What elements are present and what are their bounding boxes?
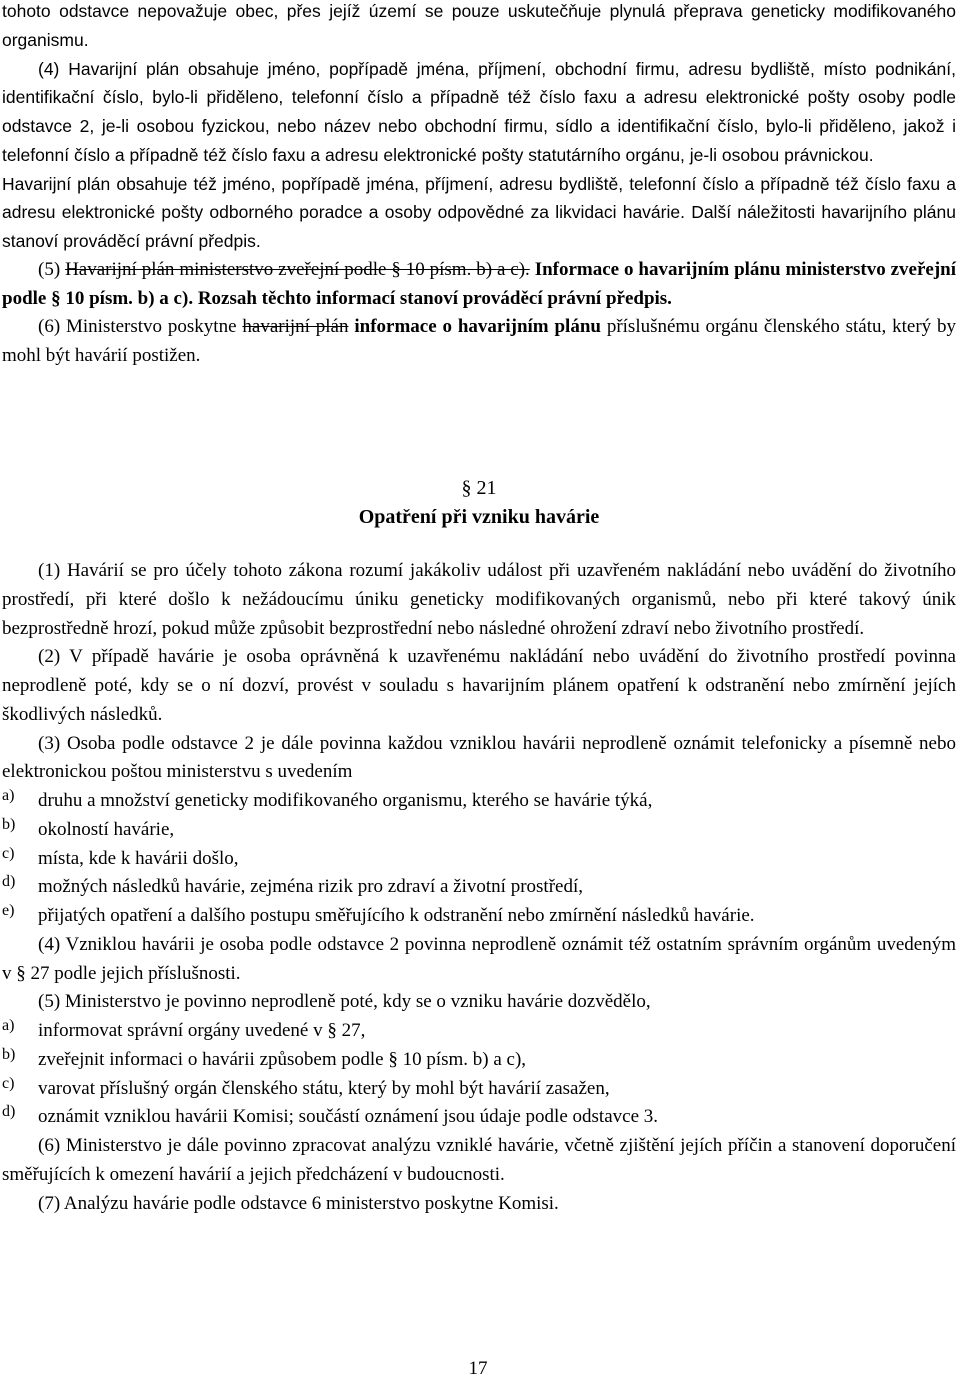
- struck-text: Havarijní plán ministerstvo zveřejní podle § 10 písm. b) a c).: [65, 258, 530, 280]
- list-item: d) možných následků havárie, zejména rizik pro zdraví a životní prostředí,: [2, 873, 583, 898]
- list-item: c) varovat příslušný orgán členského státu, který by mohl být havárií zasažen,: [2, 1074, 610, 1099]
- list-item: a) informovat správní orgány uvedené v § 27,: [2, 1017, 366, 1041]
- subsection-5-list: [2, 1017, 956, 1132]
- paragraph-3-end: tohoto odstavce nepovažuje obec, přes jejíž území se pouze uskutečňuje plynulá přeprava geneticky modifikovaného organismu.: [2, 1, 956, 50]
- subsection-3: (3) Osoba podle odstavce 2 je dále povinna každou vzniklou havárii neprodleně oznámit telefonicky a písemně nebo elektronickou poštou ministerstvu s uvedením: [2, 732, 956, 783]
- struck-text: havarijní plán: [242, 316, 349, 338]
- subsection-6: (6) Ministerstvo je dále povinno zpracovat analýzu vzniklé havárie, včetně zjištění jejích příčin a stanovení doporučení směřujících k omezení havárií a jejich předcházení v budoucnosti.: [2, 1135, 956, 1185]
- section-number: § 21: [461, 477, 497, 499]
- paragraph-5: (5) Havarijní plán ministerstvo zveřejní podle § 10 písm. b) a c). Informace o havarijním plánu ministerstvo zveřejní podle § 10 písm. b) a c). Rozsah těchto informací stanoví prováděcí právní předpis.: [2, 258, 957, 309]
- list-item: e) přijatých opatření a dalšího postupu směřujícího k odstranění nebo zmírnění následků havárie.: [2, 902, 755, 926]
- list-item: d) oznámit vzniklou havárii Komisi; součástí oznámení jsou údaje podle odstavce 3.: [2, 1103, 658, 1128]
- list-item: b) zveřejnit informaci o havárii způsobem podle § 10 písm. b) a c),: [2, 1045, 527, 1070]
- list-item: c) místa, kde k havárii došlo,: [2, 844, 239, 869]
- subsection-7: (7) Analýzu havárie podle odstavce 6 ministerstvo poskytne Komisi.: [38, 1192, 559, 1214]
- list-item: a) druhu a množství geneticky modifikovaného organismu, kterého se havárie týká,: [2, 787, 653, 811]
- page-number: 17: [468, 1358, 488, 1379]
- subsection-2: (2) V případě havárie je osoba oprávněná k uzavřenému nakládání nebo uvádění do životního prostředí povinna neprodleně poté, kdy se o ní dozví, provést v souladu s havarijním plánem opatření k odstranění nebo zmírnění jejích škodlivých následků.: [2, 646, 956, 725]
- section-heading: [2, 474, 956, 532]
- inserted-text: informace o havarijním plánu: [354, 316, 601, 338]
- paragraph-4: (4) Havarijní plán obsahuje jméno, popřípadě jména, příjmení, obchodní firmu, adresu bydliště, místo podnikání, identifikační číslo, bylo-li přiděleno, telefonní číslo a případně též číslo faxu a adresu elektronické pošty osoby podle odstavce 2, je-li osobou fyzickou, nebo název nebo obchodní firmu, sídlo a identifikační číslo, bylo-li přiděleno, jakož i telefonní číslo a případně též číslo faxu a adresu elektronické pošty statutárního orgánu, je-li osobou právnickou.: [2, 58, 956, 165]
- subsection-5: (5) Ministerstvo je povinno neprodleně poté, kdy se o vzniku havárie dozvědělo,: [38, 991, 651, 1013]
- upper-section: [2, 0, 956, 371]
- section-body: [2, 557, 956, 1218]
- subsection-4: (4) Vzniklou havárii je osoba podle odstavce 2 povinna neprodleně oznámit též ostatním správním orgánům uvedeným v § 27 podle jejich příslušnosti.: [2, 933, 956, 984]
- list-item: b) okolností havárie,: [2, 815, 175, 840]
- subsection-1: (1) Havárií se pro účely tohoto zákona rozumí jakákoliv událost při uzavřeném nakládání nebo uvádění do životního prostředí, při které došlo k nežádoucímu úniku geneticky modifikovaných organismů, nebo při které takový únik bezprostředně hrozí, pokud může způsobit bezprostřední nebo následné ohrožení zdraví nebo životního prostředí.: [2, 560, 956, 639]
- subsection-3-list: [2, 787, 956, 931]
- inserted-text: Informace o havarijním plánu ministerstvo zveřejní podle § 10 písm. b) a c). Rozsah těchto informací stanoví prováděcí právní předpis.: [2, 258, 957, 309]
- paragraph-6: (6) Ministerstvo poskytne havarijní plán informace o havarijním plánu příslušnému orgánu členského státu, který by mohl být havárií postižen.: [2, 316, 957, 366]
- section-title: Opatření při vzniku havárie: [358, 506, 600, 528]
- paragraph-4-continued: Havarijní plán obsahuje též jméno, popřípadě jména, příjmení, adresu bydliště, telefonní číslo a případně též číslo faxu a adresu elektronické pošty odborného poradce a osoby odpovědné za likvidaci havárie. Další náležitosti havarijního plánu stanoví prováděcí právní předpis.: [2, 173, 956, 251]
